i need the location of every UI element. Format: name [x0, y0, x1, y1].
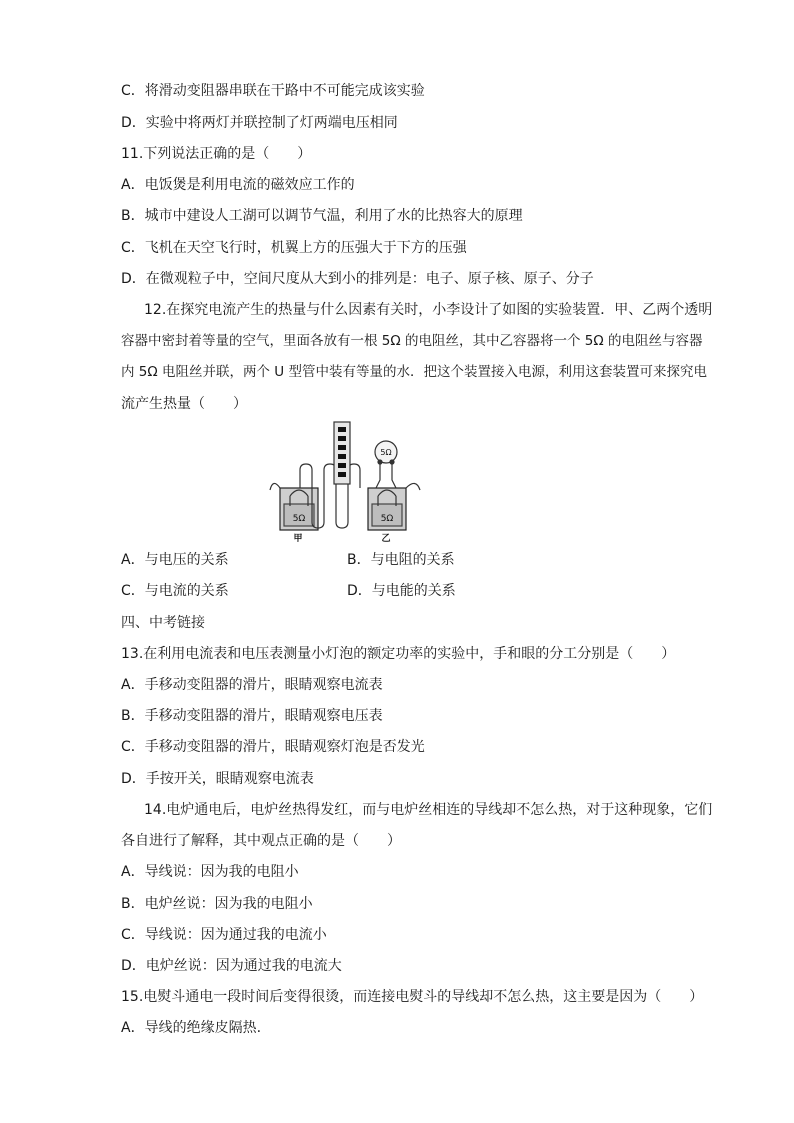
- q12-stem-line-4: 流产生热量（ ）: [121, 396, 247, 412]
- q11-option-a: A．电饭煲是利用电流的磁效应工作的: [121, 177, 355, 193]
- q12-option-c: C．与电流的关系: [121, 583, 229, 599]
- section-heading: 四、中考链接: [121, 615, 205, 631]
- apparatus-drawing: [268, 418, 496, 544]
- q12-option-d: D．与电能的关系: [347, 583, 456, 599]
- q12-option-a: A．与电压的关系: [121, 552, 229, 568]
- q14-stem-line-1: 14.电炉通电后，电炉丝热得发红，而与电炉丝相连的导线却不怎么热，对于这种现象，它们: [144, 802, 713, 818]
- q13-option-a: A．手移动变阻器的滑片，眼睛观察电流表: [121, 677, 383, 693]
- q11-option-d: D．在微观粒子中，空间尺度从大到小的排列是：电子、原子核、原子、分子: [121, 271, 594, 287]
- left-resistor-label: 5Ω: [292, 514, 306, 524]
- container-yi-label: 乙: [381, 534, 391, 544]
- right-resistor-label: 5Ω: [380, 514, 394, 524]
- q14-option-b: B．电炉丝说：因为我的电阻小: [121, 896, 313, 912]
- q11-stem: 11.下列说法正确的是（ ）: [121, 146, 312, 162]
- q11-option-b: B．城市中建设人工湖可以调节气温，利用了水的比热容大的原理: [121, 208, 523, 224]
- q15-option-a: A．导线的绝缘皮隔热.: [121, 1020, 262, 1036]
- q14-stem-line-2: 各自进行了解释，其中观点正确的是（ ）: [121, 833, 401, 849]
- q10-option-d: D．实验中将两灯并联控制了灯两端电压相同: [121, 115, 398, 131]
- experiment-apparatus-figure: [268, 418, 496, 544]
- container-jia-label: 甲: [293, 534, 303, 544]
- top-resistor-label: 5Ω: [380, 448, 392, 457]
- q11-option-c: C．飞机在天空飞行时，机翼上方的压强大于下方的压强: [121, 240, 467, 256]
- q13-option-b: B．手移动变阻器的滑片，眼睛观察电压表: [121, 708, 383, 724]
- q15-stem: 15.电熨斗通电一段时间后变得很烫，而连接电熨斗的导线却不怎么热，这主要是因为（ ）: [121, 989, 704, 1005]
- q14-option-c: C．导线说：因为通过我的电流小: [121, 927, 327, 943]
- q13-stem: 13.在利用电流表和电压表测量小灯泡的额定功率的实验中，手和眼的分工分别是（ ）: [121, 646, 676, 662]
- q14-option-a: A．导线说：因为我的电阻小: [121, 864, 299, 880]
- q14-option-d: D．电炉丝说：因为通过我的电流大: [121, 958, 342, 974]
- q12-stem-line-1: 12.在探究电流产生的热量与什么因素有关时，小李设计了如图的实验装置．甲、乙两个透明: [144, 302, 713, 318]
- q12-stem-line-2: 容器中密封着等量的空气，里面各放有一根 5Ω 的电阻丝，其中乙容器将一个 5Ω 的电阻丝与容器: [121, 333, 703, 349]
- q13-option-c: C．手移动变阻器的滑片，眼睛观察灯泡是否发光: [121, 739, 425, 755]
- q12-stem-line-3: 内 5Ω 电阻丝并联，两个 U 型管中装有等量的水．把这个装置接入电源，利用这套装置可来探究电: [121, 364, 707, 380]
- q13-option-d: D．手按开关，眼睛观察电流表: [121, 771, 314, 787]
- q12-option-b: B．与电阻的关系: [347, 552, 455, 568]
- q10-option-c: C．将滑动变阻器串联在干路中不可能完成该实验: [121, 83, 425, 99]
